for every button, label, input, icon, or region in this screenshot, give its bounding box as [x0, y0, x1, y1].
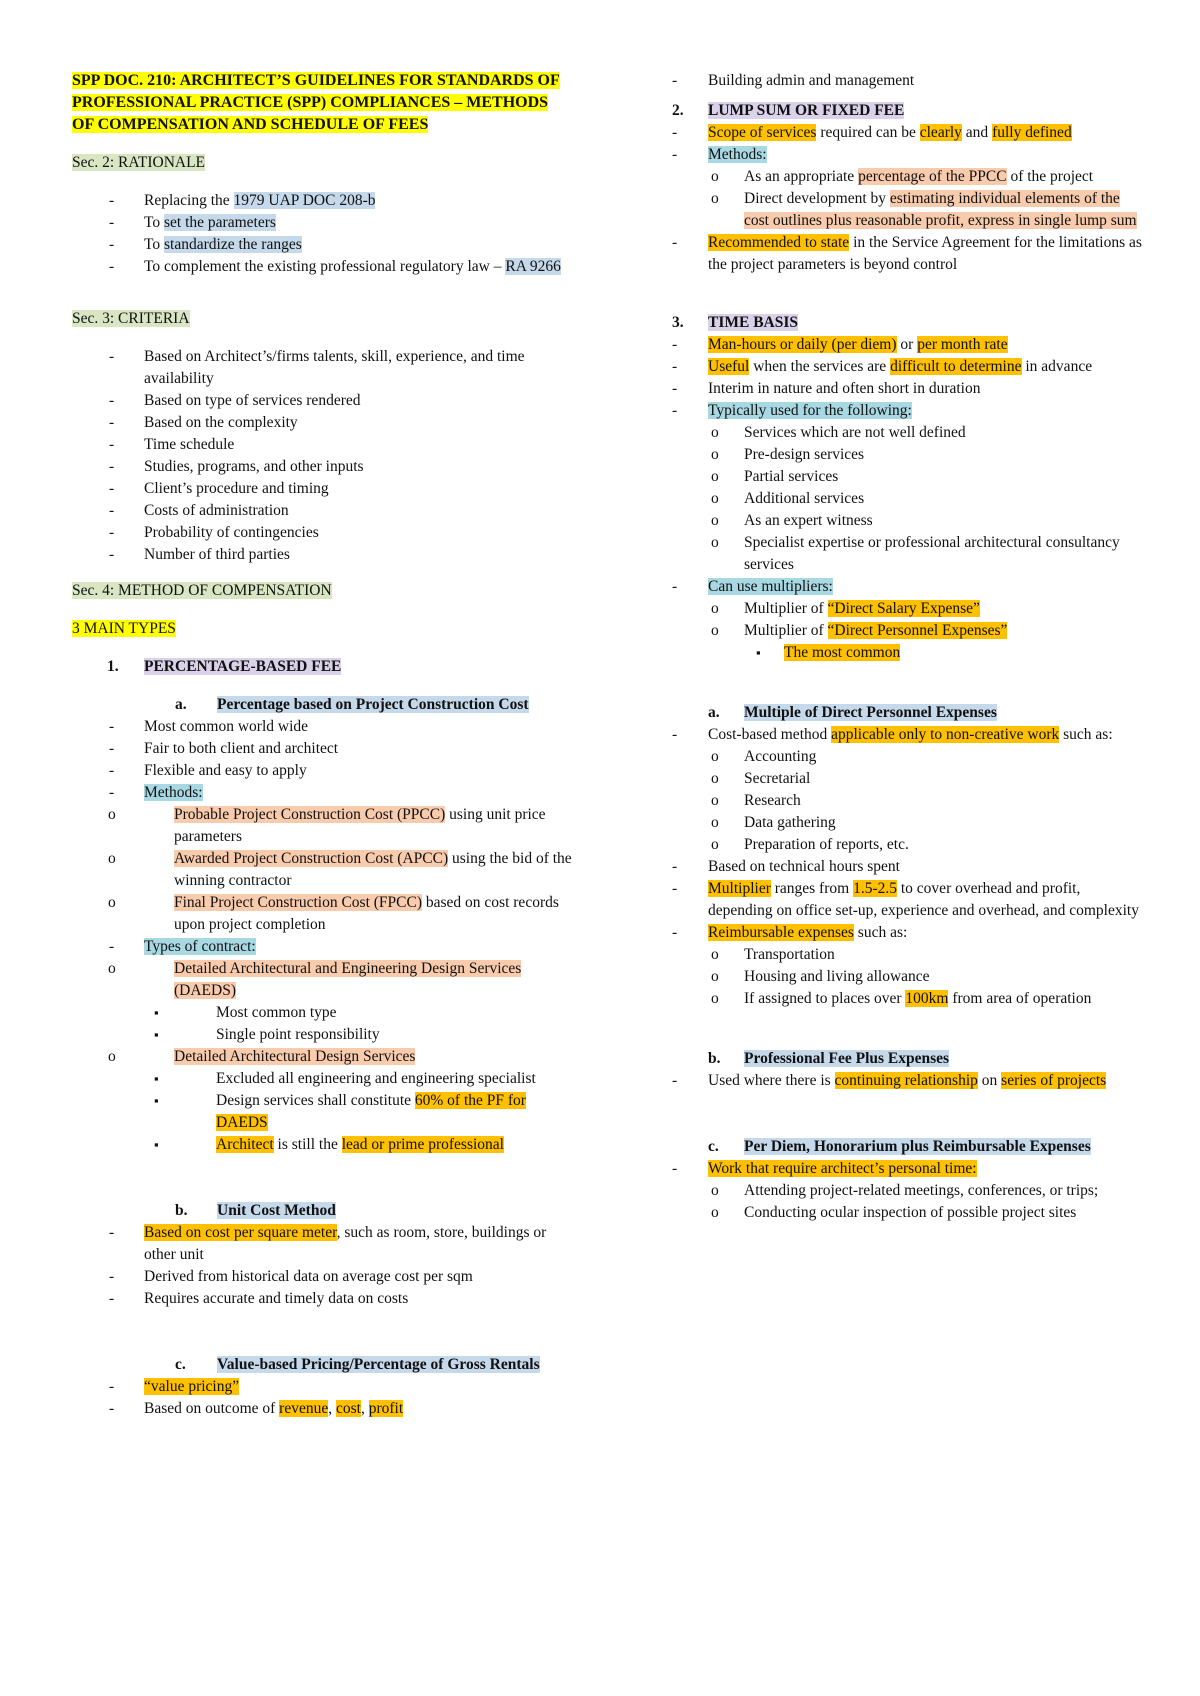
list-item: - Costs of administration [72, 500, 572, 522]
list-item: o Transportation [708, 944, 1142, 966]
unit-cost-list [72, 1222, 572, 1310]
contract-types-list [144, 958, 572, 1156]
lump-sum-list [672, 122, 1142, 276]
list-item: - Based on Architect’s/firms talents, skill, experience, and time availability [72, 346, 572, 390]
percentage-based-fee-heading: 1. PERCENTAGE-BASED FEE [107, 658, 342, 675]
list-item: ▪ The most common [744, 642, 1142, 664]
document-title: SPP DOC. 210: ARCHITECT’S GUIDELINES FOR STANDARDS OF PROFESSIONAL PRACTICE (SPP) COMPLIANCES – METHODS OF COMPENSATION AND SCHEDULE OF FEES [72, 72, 560, 133]
list-item: ▪ Design services shall constitute 60% of the PF for DAEDS [146, 1090, 572, 1134]
list-item: - Number of third parties [72, 544, 572, 566]
list-item: ▪ Single point responsibility [146, 1024, 572, 1046]
list-item: - Derived from historical data on average cost per sqm [72, 1266, 572, 1288]
value-based-pricing-heading: c. Value-based Pricing/Percentage of Gross Rentals [175, 1356, 540, 1373]
list-item: o Secretarial [708, 768, 1142, 790]
list-item: o Housing and living allowance [708, 966, 1142, 988]
list-item: ▪ Excluded all engineering and engineering specialist [146, 1068, 572, 1090]
list-item: ▪ Architect is still the lead or prime professional [146, 1134, 572, 1156]
list-item: - Reimbursable expenses such as: o Transportation o Housing and living allowance o If assigned to places over 100km from area of operation [672, 922, 1142, 1010]
per-diem-heading: c. Per Diem, Honorarium plus Reimbursable Expenses [708, 1138, 1091, 1155]
rationale-list [72, 190, 572, 278]
list-item: - Client’s procedure and timing [72, 478, 572, 500]
list-item: - Based on technical hours spent [672, 856, 1142, 878]
list-item: - Methods: o As an appropriate percentage of the PPCC of the project o Direct development by estimating individual elements of the cost outlines plus reasonable profit, express in single lump sum [672, 144, 1142, 232]
list-item: o Attending project-related meetings, conferences, or trips; [708, 1180, 1142, 1202]
list-item: o Probable Project Construction Cost (PPCC) using unit price parameters [106, 804, 572, 848]
lump-sum-heading: 2. LUMP SUM OR FIXED FEE [672, 102, 905, 119]
list-item: - Interim in nature and often short in duration [672, 378, 1142, 400]
list-item: o Additional services [708, 488, 1142, 510]
list-item: - Scope of services required can be clearly and fully defined [672, 122, 1142, 144]
list-item: o Awarded Project Construction Cost (APCC) using the bid of the winning contractor [106, 848, 572, 892]
list-item: o As an appropriate percentage of the PPCC of the project [708, 166, 1142, 188]
list-item: o Research [708, 790, 1142, 812]
list-item: o Detailed Architectural and Engineering Design Services (DAEDS) ▪ Most common type ▪ Single point responsibility [106, 958, 572, 1046]
list-item: - Probability of contingencies [72, 522, 572, 544]
list-item: - Building admin and management [672, 70, 1142, 92]
list-item: - Based on type of services rendered [72, 390, 572, 412]
list-item: - Based on the complexity [72, 412, 572, 434]
list-item: o Detailed Architectural Design Services ▪ Excluded all engineering and engineering specialist ▪ Design services shall constitute 60% of the PF for DAEDS ▪ Architect is still the lead or prime professional [106, 1046, 572, 1156]
list-item: - Can use multipliers: o Multiplier of “Direct Salary Expense” o Multiplier of “Direct Personnel Expenses” ▪ The most common [672, 576, 1142, 664]
list-item: - Work that require architect’s personal time: o Attending project-related meetings, conferences, or trips; o Conducting ocular inspection of possible project sites [672, 1158, 1142, 1224]
left-column [72, 70, 572, 1434]
list-item: - Based on outcome of revenue, cost, profit [72, 1398, 572, 1420]
list-item: o Data gathering [708, 812, 1142, 834]
list-item: - Man-hours or daily (per diem) or per month rate [672, 334, 1142, 356]
list-item: - “value pricing” [72, 1376, 572, 1398]
list-item: - Based on cost per square meter, such as room, store, buildings or other unit [72, 1222, 572, 1266]
main-types-label: 3 MAIN TYPES [72, 620, 176, 637]
top-list [672, 70, 1142, 92]
list-item: - Multiplier ranges from 1.5-2.5 to cover overhead and profit, depending on office set-up, experience and overhead, and complexity [672, 878, 1142, 922]
list-item: o Preparation of reports, etc. [708, 834, 1142, 856]
list-item: o Partial services [708, 466, 1142, 488]
direct-personnel-list [672, 724, 1142, 1010]
list-item: - Most common world wide [72, 716, 572, 738]
list-item: - Useful when the services are difficult to determine in advance [672, 356, 1142, 378]
time-basis-list [672, 334, 1142, 664]
list-item: - Studies, programs, and other inputs [72, 456, 572, 478]
list-item: - Time schedule [72, 434, 572, 456]
list-item: - Requires accurate and timely data on costs [72, 1288, 572, 1310]
criteria-list [72, 346, 572, 566]
list-item: - Used where there is continuing relationship on series of projects [672, 1070, 1142, 1092]
list-item: o Final Project Construction Cost (FPCC) based on cost records upon project completion [106, 892, 572, 936]
sec2-heading: Sec. 2: RATIONALE [72, 154, 206, 171]
value-pricing-list [72, 1376, 572, 1420]
unit-cost-method-heading: b. Unit Cost Method [175, 1202, 336, 1219]
list-item: o As an expert witness [708, 510, 1142, 532]
list-item: o Direct development by estimating individual elements of the cost outlines plus reasonable profit, express in single lump sum [708, 188, 1142, 232]
direct-personnel-expenses-heading: a. Multiple of Direct Personnel Expenses [708, 704, 997, 721]
list-item: - Methods: o Probable Project Construction Cost (PPCC) using unit price parameters o Awarded Project Construction Cost (APCC) using the bid of the winning contractor o Final Project Construction Cost (FPCC) based on cost records upon project completion [72, 782, 572, 936]
list-item: o Accounting [708, 746, 1142, 768]
sec4-heading: Sec. 4: METHOD OF COMPENSATION [72, 582, 332, 599]
list-item: - To standardize the ranges [72, 234, 572, 256]
percentage-list [72, 716, 572, 1156]
list-item: - Types of contract: o Detailed Architectural and Engineering Design Services (DAEDS) ▪ Most common type ▪ Single point responsibility o Detailed Architectural Design Services ▪ Excluded all engineering and engineering specialist ▪ Design services shall constitute 60% of the PF for DAEDS ▪ Architect is still the lead or prime professional [72, 936, 572, 1156]
list-item: o Specialist expertise or professional architectural consultancy services [708, 532, 1142, 576]
percentage-construction-cost-heading: a. Percentage based on Project Construction Cost [175, 696, 529, 713]
professional-fee-heading: b. Professional Fee Plus Expenses [708, 1050, 950, 1067]
list-item: - Fair to both client and architect [72, 738, 572, 760]
list-item: - Recommended to state in the Service Agreement for the limitations as the project parameters is beyond control [672, 232, 1142, 276]
right-column [672, 70, 1142, 1238]
time-basis-heading: 3. TIME BASIS [672, 314, 799, 331]
methods-list [144, 804, 572, 936]
list-item: - To complement the existing professional regulatory law – RA 9266 [72, 256, 572, 278]
list-item: - To set the parameters [72, 212, 572, 234]
list-item: - Cost-based method applicable only to non-creative work such as: o Accounting o Secretarial o Research o Data gathering o Preparation of reports, etc. [672, 724, 1142, 856]
list-item: o If assigned to places over 100km from area of operation [708, 988, 1142, 1010]
list-item: ▪ Most common type [146, 1002, 572, 1024]
sec3-heading: Sec. 3: CRITERIA [72, 310, 190, 327]
list-item: - Replacing the 1979 UAP DOC 208-b [72, 190, 572, 212]
list-item: o Services which are not well defined [708, 422, 1142, 444]
list-item: o Conducting ocular inspection of possible project sites [708, 1202, 1142, 1224]
list-item: o Multiplier of “Direct Salary Expense” [708, 598, 1142, 620]
list-item: o Pre-design services [708, 444, 1142, 466]
professional-fee-list [672, 1070, 1142, 1092]
per-diem-list [672, 1158, 1142, 1224]
list-item: - Flexible and easy to apply [72, 760, 572, 782]
list-item: o Multiplier of “Direct Personnel Expenses” ▪ The most common [708, 620, 1142, 664]
list-item: - Typically used for the following: o Services which are not well defined o Pre-design services o Partial services o Additional services o As an expert witness o Specialist expertise or professional architectural consultancy services [672, 400, 1142, 576]
